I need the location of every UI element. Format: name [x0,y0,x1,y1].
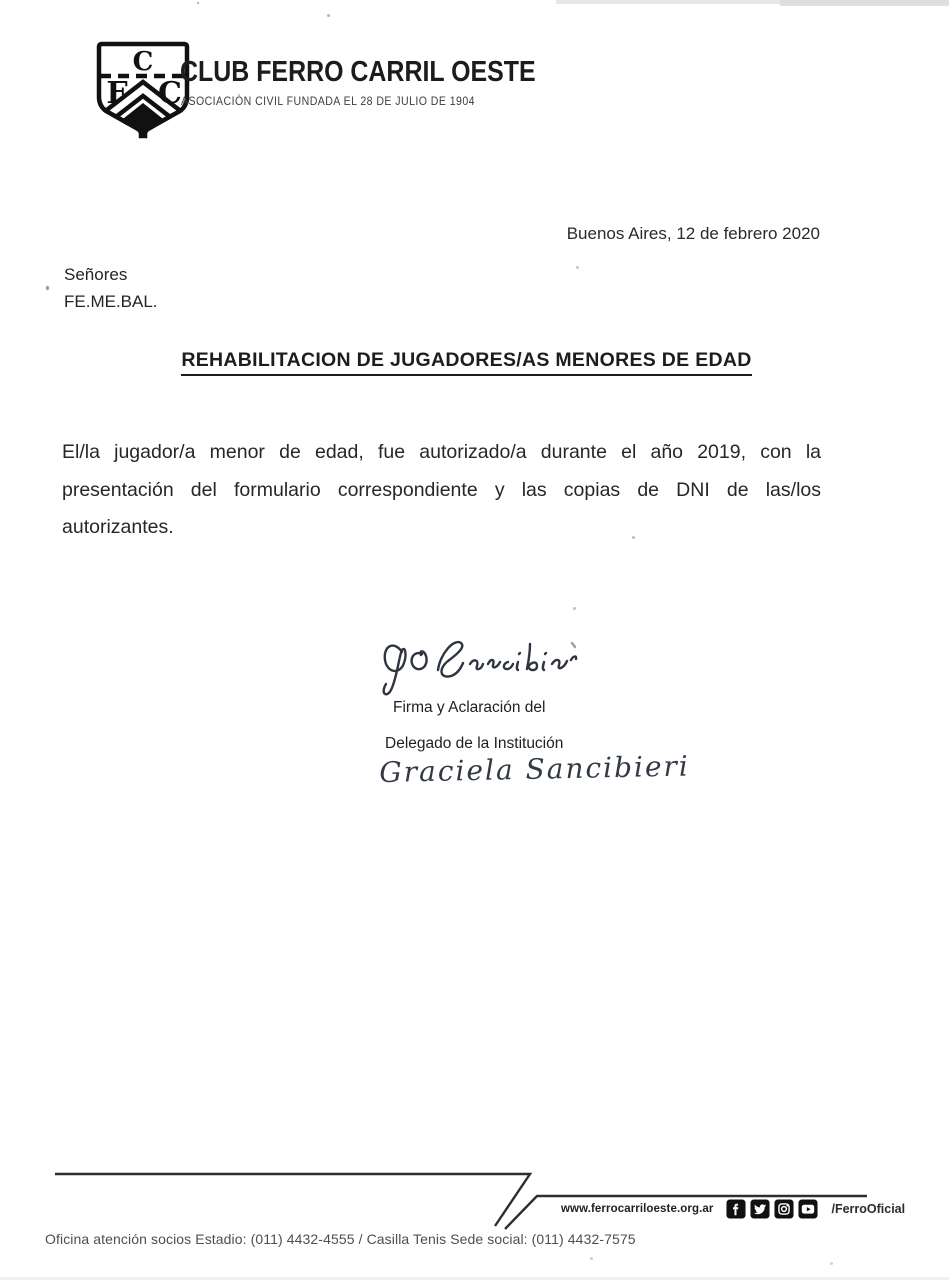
social-handle: /FerroOficial [831,1202,906,1216]
club-crest-logo [93,40,193,140]
footer-web-social [561,1196,905,1222]
website-url: www.ferrocarriloeste.org.ar [561,1203,714,1215]
body-line: El/la jugador/a menor de edad, fue autorizado/a durante el año 2019, con la [62,441,821,463]
scan-speck [573,607,576,610]
instagram-icon [774,1199,794,1219]
scan-speck [576,266,579,269]
scan-speck [197,2,199,4]
scan-smudge [780,0,949,6]
signature-scribble [378,630,578,708]
crest-letter-right: C [158,76,182,111]
crest-letter-left: F [106,76,128,111]
letter-title: REHABILITACION DE JUGADORES/AS MENORES DE EDAD [181,349,751,376]
signature-caption-line2: Delegado de la Institución [385,735,564,752]
club-subtitle: ASOCIACIÓN CIVIL FUNDADA EL 28 DE JULIO DE 1904 [181,94,475,108]
letter-title-wrap [0,349,941,376]
letter-body [62,434,821,547]
scan-speck [46,286,49,290]
scan-speck [590,1257,593,1260]
signature-caption-line1: Firma y Aclaración del [393,699,546,716]
scan-speck [327,14,330,17]
signature-handwritten-name: Graciela Sancibieri [379,749,691,789]
crest-letter-top: C [132,47,154,77]
footer-contact-line: Oficina atención socios Estadio: (011) 4432-4555 / Casilla Tenis Sede social: (011) 4432-7575 [45,1231,636,1247]
addressee-salutation: Señores [64,265,128,284]
footer-line-left [55,1174,530,1226]
body-line: presentación del formulario correspondiente y las copias de DNI de las/los [62,478,821,501]
club-name: CLUB FERRO CARRIL OESTE [180,56,536,88]
addressee-block [64,261,158,315]
social-icons-row [726,1199,818,1219]
youtube-icon [798,1199,818,1219]
facebook-icon [726,1199,746,1219]
date-line: Buenos Aires, 12 de febrero 2020 [566,224,820,243]
body-line: autorizantes. [62,516,174,539]
scan-speck [830,1262,833,1265]
twitter-icon [750,1199,770,1219]
addressee-organization: FE.ME.BAL. [64,292,158,311]
scan-speck [632,536,635,539]
